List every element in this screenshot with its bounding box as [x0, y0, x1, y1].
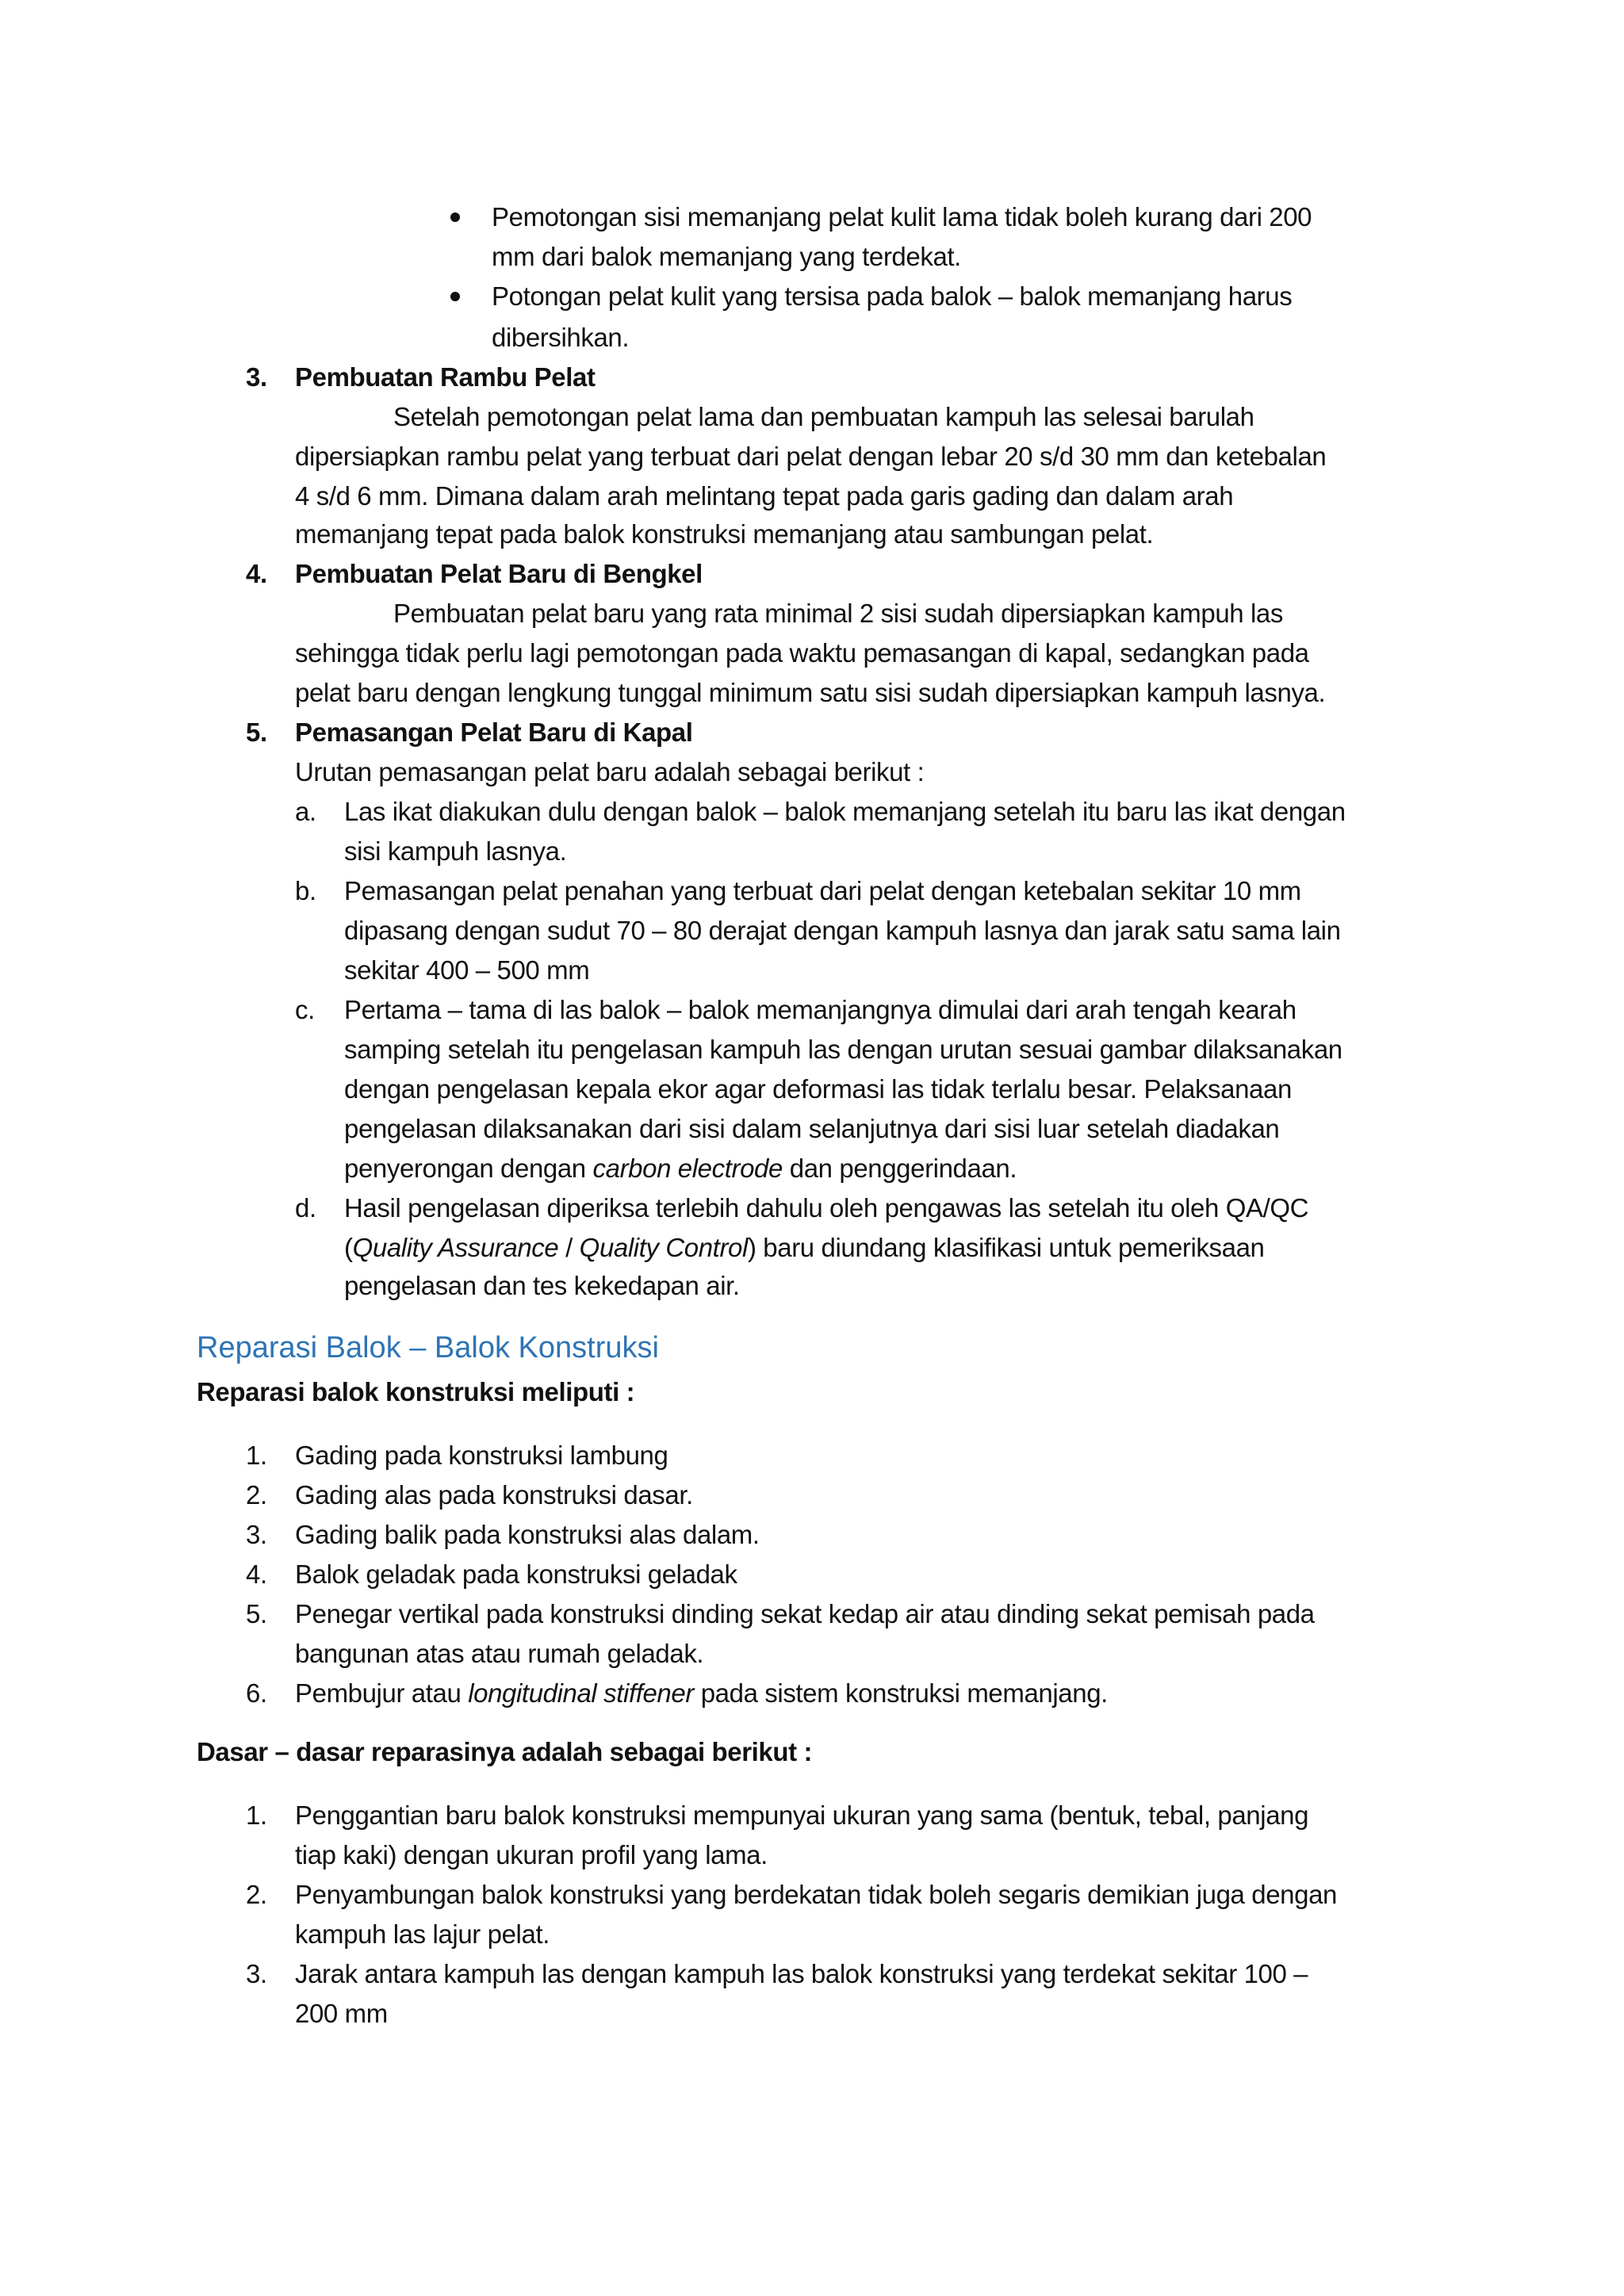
item-a-line: Las ikat diakukan dulu dengan balok – balok memanjang setelah itu baru las ikat dengan: [344, 797, 1346, 826]
dasar-subheading: Dasar – dasar reparasinya adalah sebagai berikut :: [197, 1737, 813, 1766]
reparasi-item: Penegar vertikal pada konstruksi dinding sekat kedap air atau dinding sekat pemisah pada: [295, 1599, 1315, 1628]
item-c-text: dan penggerindaan.: [782, 1154, 1017, 1183]
item-d-italic-term: Quality Assurance: [352, 1233, 559, 1262]
reparasi-item-text: pada sistem konstruksi memanjang.: [693, 1678, 1108, 1708]
section-4-title: Pembuatan Pelat Baru di Bengkel: [295, 559, 703, 588]
dasar-item-number: 1.: [246, 1800, 267, 1830]
reparasi-item-6: [295, 1674, 1108, 1712]
item-d-letter: d.: [295, 1193, 316, 1223]
section-3-line: dipersiapkan rambu pelat yang terbuat dari pelat dengan lebar 20 s/d 30 mm dan ketebalan: [295, 442, 1327, 471]
item-b-letter: b.: [295, 876, 316, 905]
reparasi-item-italic-term: longitudinal stiffener: [468, 1678, 694, 1708]
item-b-line: sekitar 400 – 500 mm: [344, 955, 590, 985]
dasar-item: Jarak antara kampuh las dengan kampuh las balok konstruksi yang terdekat sekitar 100 –: [295, 1959, 1308, 1988]
bullet-dot: [450, 212, 460, 222]
section-4-line: sehingga tidak perlu lagi pemotongan pada waktu pemasangan di kapal, sedangkan pada: [295, 638, 1309, 668]
section-5-number: 5.: [246, 718, 267, 747]
section-3-line: memanjang tepat pada balok konstruksi memanjang atau sambungan pelat.: [295, 519, 1154, 549]
section-4-line: Pembuatan pelat baru yang rata minimal 2 sisi sudah dipersiapkan kampuh las: [393, 599, 1283, 628]
item-c-line-last: [344, 1150, 1017, 1188]
reparasi-item-number: 5.: [246, 1599, 267, 1628]
item-c-line: samping setelah itu pengelasan kampuh las dengan urutan sesuai gambar dilaksanakan: [344, 1035, 1342, 1064]
reparasi-item: bangunan atas atau rumah geladak.: [295, 1639, 704, 1668]
item-c-letter: c.: [295, 995, 315, 1024]
item-d-line: pengelasan dan tes kekedapan air.: [344, 1271, 740, 1300]
dasar-item: 200 mm: [295, 1999, 388, 2028]
reparasi-item-number: 1.: [246, 1441, 267, 1470]
section-5-intro: Urutan pemasangan pelat baru adalah sebagai berikut :: [295, 757, 925, 786]
section-heading: Reparasi Balok – Balok Konstruksi: [197, 1331, 659, 1364]
section-3-title: Pembuatan Rambu Pelat: [295, 362, 596, 392]
item-d-text: ) baru diundang klasifikasi untuk pemeriksaan: [747, 1233, 1265, 1262]
section-3-number: 3.: [246, 362, 267, 392]
dasar-item: Penyambungan balok konstruksi yang berdekatan tidak boleh segaris demikian juga dengan: [295, 1880, 1337, 1909]
bullet-1-line-1: Pemotongan sisi memanjang pelat kulit lama tidak boleh kurang dari 200: [492, 202, 1312, 232]
dasar-item: kampuh las lajur pelat.: [295, 1919, 550, 1949]
item-c-line: pengelasan dilaksanakan dari sisi dalam selanjutnya dari sisi luar setelah diadakan: [344, 1114, 1280, 1143]
reparasi-item: Balok geladak pada konstruksi geladak: [295, 1559, 737, 1589]
section-4-line: pelat baru dengan lengkung tunggal minimum satu sisi sudah dipersiapkan kampuh lasnya.: [295, 678, 1326, 707]
section-3-line: 4 s/d 6 mm. Dimana dalam arah melintang tepat pada garis gading dan dalam arah: [295, 481, 1234, 511]
reparasi-subheading: Reparasi balok konstruksi meliputi :: [197, 1377, 635, 1406]
bullet-dot: [450, 292, 460, 301]
item-c-line: dengan pengelasan kepala ekor agar deformasi las tidak terlalu besar. Pelaksanaan: [344, 1074, 1292, 1104]
item-b-line: Pemasangan pelat penahan yang terbuat dari pelat dengan ketebalan sekitar 10 mm: [344, 876, 1301, 905]
dasar-item: tiap kaki) dengan ukuran profil yang lama.: [295, 1840, 768, 1869]
bullet-2-line-2: dibersihkan.: [492, 323, 630, 352]
dasar-item: Penggantian baru balok konstruksi mempunyai ukuran yang sama (bentuk, tebal, panjang: [295, 1800, 1309, 1830]
item-d-line: Hasil pengelasan diperiksa terlebih dahulu oleh pengawas las setelah itu oleh QA/QC: [344, 1193, 1309, 1223]
reparasi-item-number: 4.: [246, 1559, 267, 1589]
bullet-2-line-1: Potongan pelat kulit yang tersisa pada balok – balok memanjang harus: [492, 281, 1293, 311]
item-c-text: penyerongan dengan: [344, 1154, 593, 1183]
item-a-letter: a.: [295, 797, 316, 826]
section-5-title: Pemasangan Pelat Baru di Kapal: [295, 718, 693, 747]
item-a-line: sisi kampuh lasnya.: [344, 836, 567, 866]
dasar-item-number: 2.: [246, 1880, 267, 1909]
item-b-line: dipasang dengan sudut 70 – 80 derajat dengan kampuh lasnya dan jarak satu sama lain: [344, 916, 1341, 945]
item-c-line: Pertama – tama di las balok – balok memanjangnya dimulai dari arah tengah kearah: [344, 995, 1297, 1024]
reparasi-item: Gading alas pada konstruksi dasar.: [295, 1480, 693, 1510]
item-d-text: /: [558, 1233, 580, 1262]
reparasi-item: Gading balik pada konstruksi alas dalam.: [295, 1520, 760, 1549]
bullet-1-line-2: mm dari balok memanjang yang terdekat.: [492, 242, 961, 271]
item-c-italic-term: carbon electrode: [592, 1154, 783, 1183]
item-d-italic-term: Quality Control: [579, 1233, 748, 1262]
reparasi-item-number: 6.: [246, 1678, 267, 1708]
item-d-text: (: [344, 1233, 353, 1262]
dasar-item-number: 3.: [246, 1959, 267, 1988]
reparasi-item-number: 3.: [246, 1520, 267, 1549]
item-d-line-2: [344, 1229, 1264, 1267]
reparasi-item: Gading pada konstruksi lambung: [295, 1441, 668, 1470]
section-3-line: Setelah pemotongan pelat lama dan pembuatan kampuh las selesai barulah: [393, 402, 1254, 431]
reparasi-item-text: Pembujur atau: [295, 1678, 469, 1708]
section-4-number: 4.: [246, 559, 267, 588]
reparasi-item-number: 2.: [246, 1480, 267, 1510]
